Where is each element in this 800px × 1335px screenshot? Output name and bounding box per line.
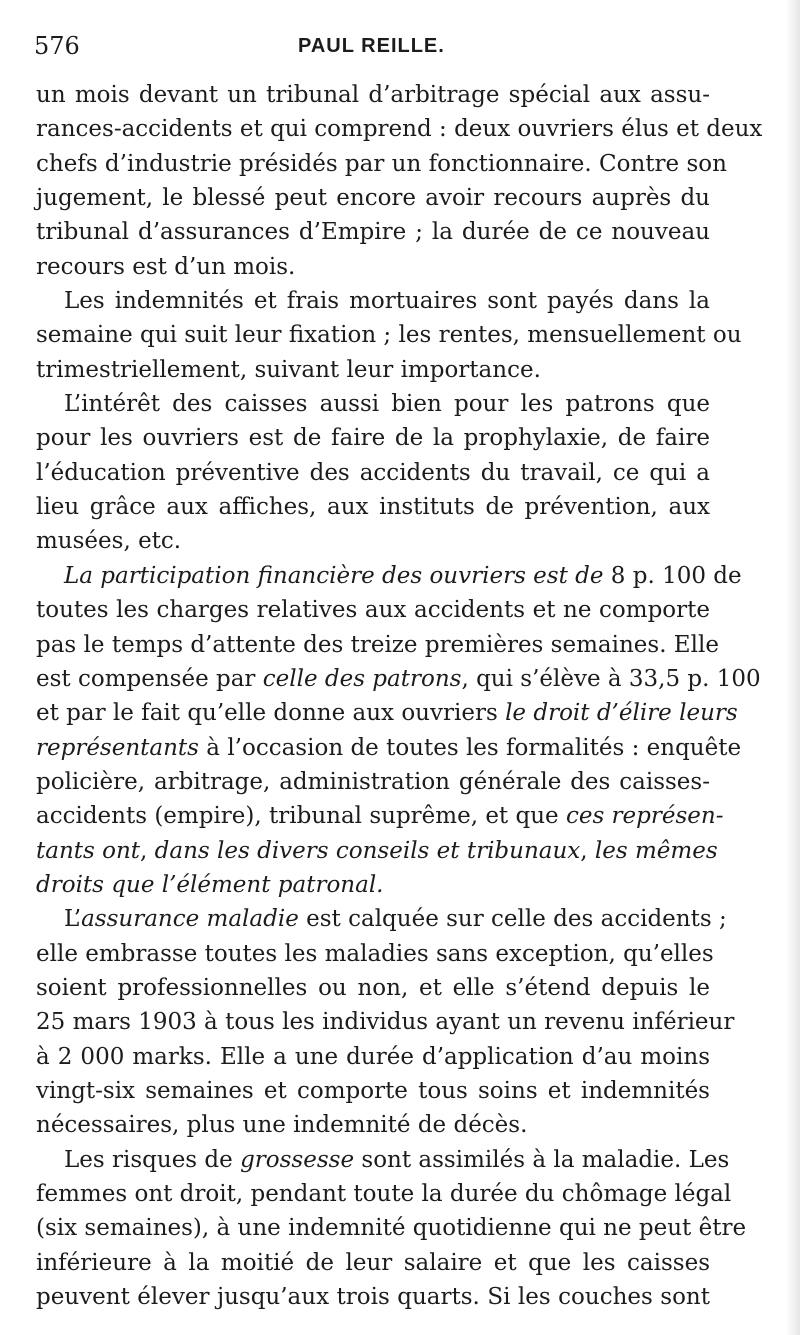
text-line	[36, 937, 714, 971]
text-line	[36, 799, 724, 833]
text-segment: est compensée par	[36, 665, 263, 692]
text-segment: femmes ont droit, pendant toute la durée du chômage légal	[36, 1181, 732, 1207]
text-line	[36, 765, 710, 799]
text-segment: rances-accidents et qui comprend : deux ouvriers élus et deux	[36, 116, 763, 143]
text-segment: et par le fait qu’elle donne aux ouvriers	[36, 700, 506, 727]
body-text	[36, 78, 763, 1314]
text-segment: Les risques de	[64, 1146, 241, 1173]
text-line	[36, 971, 710, 1005]
running-head: PAUL REILLE.	[298, 35, 445, 57]
text-line	[36, 593, 710, 627]
text-line	[36, 1280, 710, 1314]
text-line	[36, 181, 710, 215]
text-line	[36, 353, 710, 387]
text-segment: inférieure à la moitié de leur salaire et que les caisses	[36, 1249, 710, 1276]
text-segment: ,	[580, 837, 595, 864]
text-segment: recours est d’un mois.	[36, 253, 296, 280]
page-number: 576	[34, 32, 80, 60]
text-segment: (six semaines), à une indemnité quotidienne qui ne peut être	[36, 1215, 747, 1242]
text-line	[36, 1143, 730, 1177]
italic-text: ces représen-	[565, 803, 724, 830]
text-segment: tribunal d’assurances d’Empire ; la durée de ce nouveau	[36, 219, 710, 246]
text-segment: pour les ouvriers est de faire de la prophylaxie, de faire	[36, 425, 710, 452]
italic-text: La participation financière des ouvriers est de	[64, 562, 604, 589]
text-segment: policière, arbitrage, administration générale des caisses-	[36, 768, 710, 795]
text-segment: soient professionnelles ou non, et elle s’étend depuis le	[36, 974, 710, 1001]
text-line	[36, 731, 742, 765]
text-line	[36, 524, 710, 558]
text-line	[36, 456, 710, 490]
text-line	[36, 662, 761, 696]
text-segment: à 2 000 marks. Elle a une durée d’application d’au moins	[36, 1043, 710, 1070]
text-line	[36, 112, 763, 146]
text-line	[36, 215, 710, 249]
text-segment: lieu grâce aux affiches, aux instituts de prévention, aux	[36, 494, 710, 521]
text-line	[36, 1177, 732, 1211]
text-line	[36, 490, 710, 524]
text-line	[36, 421, 710, 455]
italic-text: assurance maladie	[81, 906, 299, 933]
text-line	[36, 696, 738, 730]
text-line	[36, 147, 727, 181]
text-line	[36, 868, 710, 902]
text-segment: sont assimilés à la maladie. Les	[354, 1146, 730, 1173]
text-line	[36, 1074, 710, 1108]
italic-text: grossesse	[240, 1146, 355, 1173]
text-line	[36, 1211, 747, 1245]
text-segment: trimestriellement, suivant leur importance.	[36, 356, 541, 383]
text-line	[36, 78, 710, 112]
page-header	[34, 32, 734, 66]
text-line	[36, 902, 727, 936]
text-segment: est calquée sur celle des accidents ;	[298, 906, 727, 933]
text-segment: un mois devant un tribunal d’arbitrage spécial aux assu-	[36, 82, 710, 108]
text-segment: ,	[140, 837, 155, 864]
text-line	[36, 250, 710, 284]
text-line	[36, 284, 710, 318]
text-segment: peuvent élever jusqu’aux trois quarts. Si les couches sont	[36, 1284, 710, 1311]
text-segment: L’intérêt des caisses aussi bien pour les patrons que	[64, 391, 710, 418]
text-segment: elle embrasse toutes les maladies sans exception, qu’elles	[36, 940, 714, 967]
italic-text: le droit d’élire leurs	[505, 700, 738, 727]
text-line	[36, 1005, 735, 1039]
italic-text: représentants	[36, 734, 199, 761]
text-line	[36, 318, 742, 352]
text-segment: nécessaires, plus une indemnité de décès.	[36, 1112, 528, 1139]
text-segment: Les indemnités et frais mortuaires sont payés dans la	[64, 288, 710, 315]
text-segment: jugement, le blessé peut encore avoir recours auprès du	[36, 185, 710, 212]
text-segment: chefs d’industrie présidés par un fonctionnaire. Contre son	[36, 150, 727, 177]
text-segment: l’éducation préventive des accidents du travail, ce qui a	[36, 459, 710, 486]
text-line	[36, 1040, 710, 1074]
text-segment: musées, etc.	[36, 528, 182, 555]
text-line	[36, 628, 719, 662]
text-line	[36, 1246, 710, 1280]
italic-text: droits que l’élément patronal.	[36, 871, 384, 898]
italic-text: les mêmes	[594, 837, 718, 864]
text-line	[36, 1108, 710, 1142]
text-segment: à l’occasion de toutes les formalités : enquête	[198, 734, 742, 761]
text-segment: semaine qui suit leur fixation ; les rentes, mensuellement ou	[36, 322, 742, 349]
text-segment: accidents (empire), tribunal suprême, et que	[36, 803, 566, 830]
text-segment: 25 mars 1903 à tous les individus ayant un revenu inférieur	[36, 1009, 735, 1036]
text-segment: 8 p. 100 de	[603, 562, 742, 589]
text-line	[36, 834, 718, 868]
italic-text: tants ont	[36, 837, 141, 864]
text-segment: pas le temps d’attente des treize premières semaines. Elle	[36, 631, 719, 658]
text-line	[36, 559, 742, 593]
italic-text: dans les divers conseils et tribunaux	[154, 837, 581, 864]
text-segment: vingt-six semaines et comporte tous soins et indemnités	[36, 1077, 710, 1104]
text-segment: , qui s’élève à 33,5 p. 100	[461, 665, 761, 692]
italic-text: celle des patrons	[262, 665, 462, 692]
text-segment: toutes les charges relatives aux accidents et ne comporte	[36, 597, 710, 624]
text-line	[36, 387, 710, 421]
text-segment: L’	[64, 906, 82, 933]
scan-edge-shadow	[786, 0, 800, 1335]
